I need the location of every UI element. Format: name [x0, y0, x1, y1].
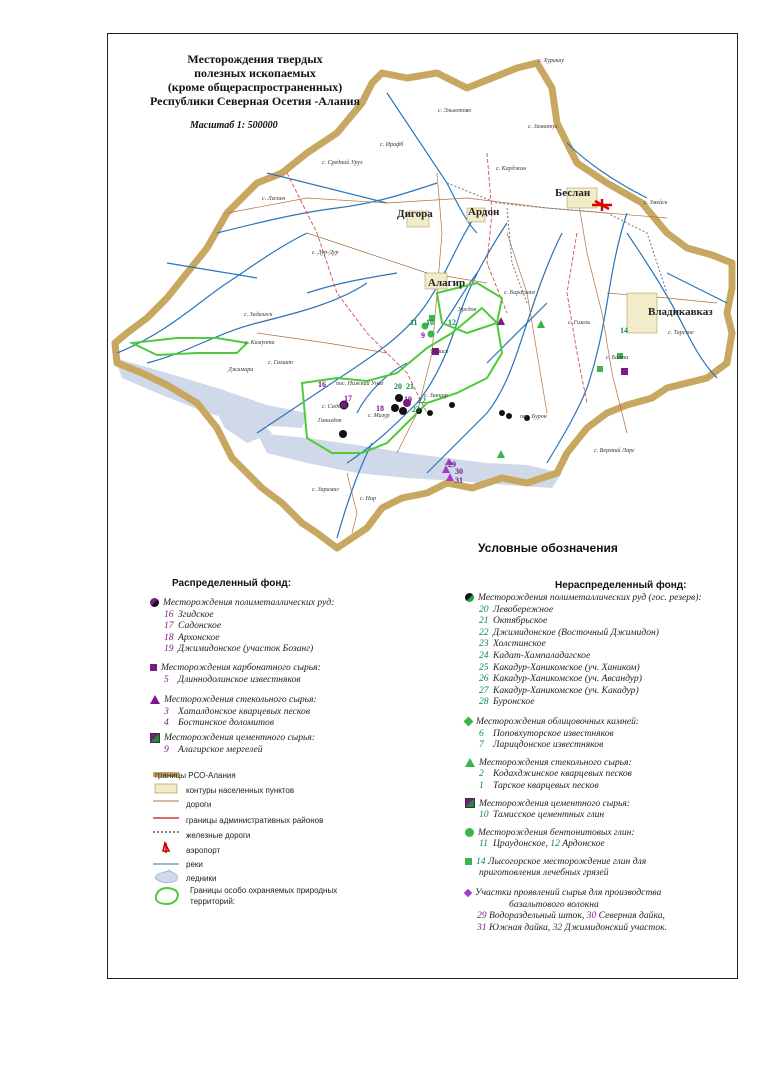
reserve-key-icon [156, 888, 178, 904]
place-label: с. Эльхотово [438, 108, 472, 114]
key-label: границы административных районов [186, 816, 324, 825]
deposit-number: 12 [448, 318, 456, 327]
undistributed-fund-heading: Нераспределенный фонд: [555, 580, 687, 591]
map-title [130, 52, 380, 108]
city-label: Алагир [428, 277, 466, 289]
place-label: с. Ирафб [380, 142, 404, 148]
place-label: с. Балта [606, 355, 629, 361]
settlement-key-icon [155, 784, 177, 793]
deposit-number: 19 [404, 395, 412, 404]
key-label: территорий: [190, 897, 236, 906]
place-label: с. Верхний Ларс [594, 448, 635, 454]
carbonate-icon [150, 664, 157, 671]
place-label: с. Зинцар [424, 393, 448, 399]
deposit-number: 23 [412, 405, 420, 414]
deposit-number: 9 [421, 331, 425, 340]
facing-stone-icon [464, 717, 474, 727]
deposit-number: 17 [344, 394, 352, 403]
place-label: Ганиздон [318, 418, 342, 424]
place-label: с. Мизур [368, 413, 390, 419]
place-label: с. Камунта [245, 340, 275, 346]
place-label: с. Задалеск [244, 312, 273, 318]
key-label: реки [186, 860, 203, 869]
key-label: дороги [186, 800, 212, 809]
deposit-number: 14 [620, 326, 628, 335]
place-label: с. Зарамаг [312, 487, 339, 493]
place-label: с. Нар [360, 496, 376, 502]
place-label: с. Средний Урух [322, 160, 363, 166]
protected-areas [132, 283, 502, 453]
map-label: Тамиск [430, 349, 449, 355]
glass-raw-icon [150, 695, 160, 704]
title-line: (кроме общераспространенных) [167, 80, 343, 94]
city-label: Владикавказ [648, 306, 713, 318]
basalt-icon [464, 889, 472, 897]
legend-title: Условные обозначения [478, 541, 618, 555]
distributed-fund-heading: Распределенный фонд: [172, 578, 292, 589]
place-label: с. Садон [322, 404, 344, 410]
glacier-key-icon [155, 870, 177, 883]
place-label: с. Гизель [568, 320, 591, 326]
place-label: пос. Бурон [520, 414, 547, 420]
deposit-number: 20 [394, 382, 402, 391]
polymetal-icon [150, 598, 159, 607]
deposit-number: 10 [426, 318, 434, 327]
key-label: границы РСО-Алания [155, 771, 236, 780]
place-label: пос. Нижний Унал [336, 381, 384, 387]
place-label: с. Хурикау [538, 58, 565, 64]
title-line: Месторождения твердых [187, 52, 323, 66]
map-scale: Масштаб 1: 500000 [190, 120, 278, 131]
deposit-number: 30 [455, 467, 463, 476]
key-label: железные дороги [186, 831, 251, 840]
key-label: Границы особо охраняемых природных [190, 886, 338, 895]
deposit-number: 22 [418, 396, 426, 405]
settlements [407, 188, 657, 333]
place-label: с. Бирагзанг [504, 290, 536, 296]
deposit-number: 11 [410, 318, 418, 327]
place-label: с. Карджин [496, 166, 527, 172]
map-label: Джимара [228, 367, 254, 373]
key-symbols [153, 770, 183, 915]
place-label: с. Змейск [644, 200, 668, 206]
deposit-number: 31 [455, 476, 463, 485]
cement-raw-reserve-icon [465, 798, 475, 808]
cement-raw-icon [150, 733, 160, 743]
deposit-number: 21 [406, 382, 414, 391]
place-label: с. Тарское [668, 330, 694, 336]
bentonite-icon [465, 828, 474, 837]
title-line: Республики Северная Осетия -Алания [149, 94, 361, 108]
deposit-number: 29 [448, 460, 456, 469]
place-label: с. Галиат [268, 360, 293, 366]
airport-key-icon [163, 843, 169, 853]
deposit-number: 16 [318, 380, 326, 389]
place-label: с. Лескен [262, 196, 286, 202]
mud-clay-icon [465, 858, 472, 865]
place-label: с. Дур-Дур [312, 250, 339, 256]
undistributed-legend: Месторождения полиметаллических руд (гос. резерв): 20 Левобережное 21 Октябрьское 22 Джимидонское (Восточный Джимидон) 23 Холстинское 24 Кадат-Хампаладагское 25 Какадур-Ханикомское (уч. Хаником) 26 Какадур-Ханикомское (уч. Авсандур) 27 Какадур-Ханикомское (уч. Какадур) 28 Буронское Месторождения облицовочных камней: 6 Поповхуторское известняков 7 Ларицдонское известняков Месторождения стекольного сырья: 2 Кодахджинское кварцевых песков 1 Тарское кварцевых песков Месторождения цементного сырья: 10 Тамисское цементных глин Месторождения бентонитовых глин: 11 Цраудонское, 12 Ардонское 14 Лысогорское месторождение глин для приготовления лечебных грязей Участки проявлений сырья для производства базальтового волокна 29 Водораздельный шток, 30 Северная дайка, 31 Южная дайка, 32 Джимидонский участок. [465, 592, 702, 933]
deposit-number: 18 [376, 404, 384, 413]
city-label: Дигора [397, 208, 433, 220]
city-label: Беслан [555, 187, 591, 199]
glass-raw-reserve-icon [465, 758, 475, 767]
polymetal-reserve-icon [465, 593, 474, 602]
key-label: контуры населенных пунктов [186, 786, 295, 795]
city-label: Ардон [468, 206, 500, 218]
title-line: полезных ископаемых [194, 66, 316, 80]
key-label: аэропорт [186, 846, 221, 855]
map-label: Урсдон [458, 307, 477, 313]
distributed-legend: Месторождения полиметаллических руд: 16 Згидское 17 Садонское 18 Архонское 19 Джимидонское (участок Бозанг) Месторождения карбонатного сырья: 5 Длиннодолинское известняков Месторождения стекольного сырья: 3 Хаталдонское кварцевых песков 4 Бостинское доломитов Месторождения цементного сырья: 9 Алагирское мергелей [150, 597, 334, 755]
key-label: ледники [186, 874, 217, 883]
place-label: с. Заманкул [528, 124, 558, 130]
